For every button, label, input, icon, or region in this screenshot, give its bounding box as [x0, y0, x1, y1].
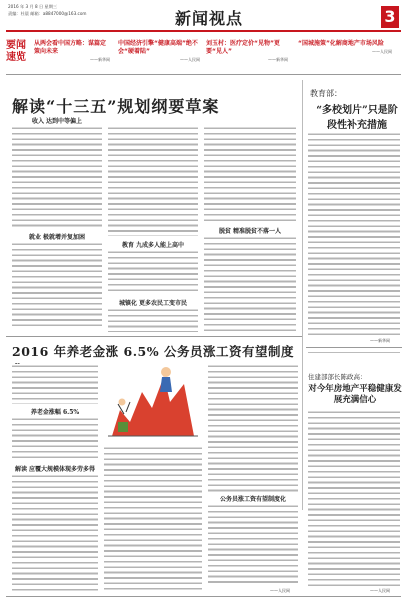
sidebar-headline: “多校划片”只是阶段性补充措施: [316, 105, 398, 131]
express-item-1-title: 从两会看中国方略：谋篇定策向未来: [34, 40, 107, 55]
sidebar-rule: [306, 347, 402, 348]
column-1-body-2: [12, 242, 102, 330]
footer-rule: [6, 596, 401, 597]
column-2-body-2: [108, 250, 198, 294]
express-item-3-title: 刘玉村：医疗定价“见物”更要“见人”: [206, 40, 280, 55]
pension-subhead-3: 公务员涨工资有望制度化: [219, 496, 286, 503]
main-headline: 解读“十三五”规划纲要草案: [12, 97, 220, 116]
pension-col-1-body-2: [12, 417, 98, 461]
express-item-1[interactable]: [34, 40, 110, 64]
column-3-body-2: [204, 236, 296, 332]
date-line: 2016 年 3 月 8 日 星期三: [8, 4, 58, 9]
masthead: 新闻视点: [175, 9, 244, 28]
express-item-2-title: 中国经济引擎“健康高端”绝不会“硬着陆”: [118, 40, 198, 55]
sidebar-kicker: 教育部：: [310, 89, 342, 98]
pension-subhead-1: 养老金涨幅 6.5%: [30, 409, 80, 416]
money-bag: [118, 422, 128, 432]
pension-col-3-body-2: [208, 504, 298, 586]
subhead-education: 教育 九成多人能上高中: [121, 242, 185, 249]
figure-body: [160, 377, 172, 392]
column-2-body-3: [108, 308, 198, 332]
header-divider: [6, 30, 401, 32]
column-3-body: [204, 126, 296, 222]
pension-subhead-2: 解读 应覆大规模体现多劳多得: [14, 466, 96, 473]
express-item-2[interactable]: [118, 40, 200, 64]
pension-col-1-body: [12, 364, 98, 404]
housing-headline: 对今年房地产平稳健康发展充满信心: [308, 384, 402, 405]
pension-illustration: [104, 362, 202, 442]
column-2-body: [108, 126, 198, 236]
express-item-2-source: ——人民网: [180, 57, 200, 62]
express-label: 要闻速览: [6, 40, 26, 63]
pension-col-3-body: [208, 364, 298, 492]
express-item-4[interactable]: [298, 40, 392, 56]
express-divider: [6, 74, 401, 75]
sidebar-source: ——新华网: [370, 338, 390, 343]
subhead-poverty: 脱贫 精准脱贫不落一人: [218, 228, 282, 235]
page-number: 3: [381, 6, 399, 28]
express-item-3[interactable]: [206, 40, 288, 64]
housing-kicker: 住建部部长陈政高：: [308, 373, 367, 381]
pension-col-1-body-3: [12, 474, 98, 592]
subhead-income: 收入 达到中等偏上: [31, 118, 83, 125]
subhead-urbanization: 城镇化 更多农民工变市民: [118, 300, 188, 307]
pension-col-2-body: [104, 446, 202, 592]
figure-head: [161, 367, 171, 377]
pension-headline: 2016 年养老金涨 6.5% 公务员涨工资有望制度: [12, 344, 294, 359]
express-item-1-source: ——新华网: [90, 57, 110, 62]
express-item-4-source: ——人民网: [372, 49, 392, 54]
sidebar-body: [308, 132, 400, 336]
editor-line: 责编：杜晨 邮箱：a8847000@163.com: [8, 11, 87, 16]
subhead-employment: 就业 极就增并复加困: [28, 234, 86, 241]
housing-source: ——人民网: [370, 588, 390, 593]
housing-body: [308, 410, 400, 586]
section-divider: [6, 336, 302, 337]
pension-source: ——人民网: [270, 588, 290, 593]
housing-rule: [308, 352, 400, 353]
sidebar-divider: [302, 80, 303, 510]
column-1-body: [12, 126, 102, 228]
express-item-3-source: ——新华网: [268, 57, 288, 62]
express-item-4-title: “国城施策”化解商地产市场风险: [298, 40, 384, 47]
